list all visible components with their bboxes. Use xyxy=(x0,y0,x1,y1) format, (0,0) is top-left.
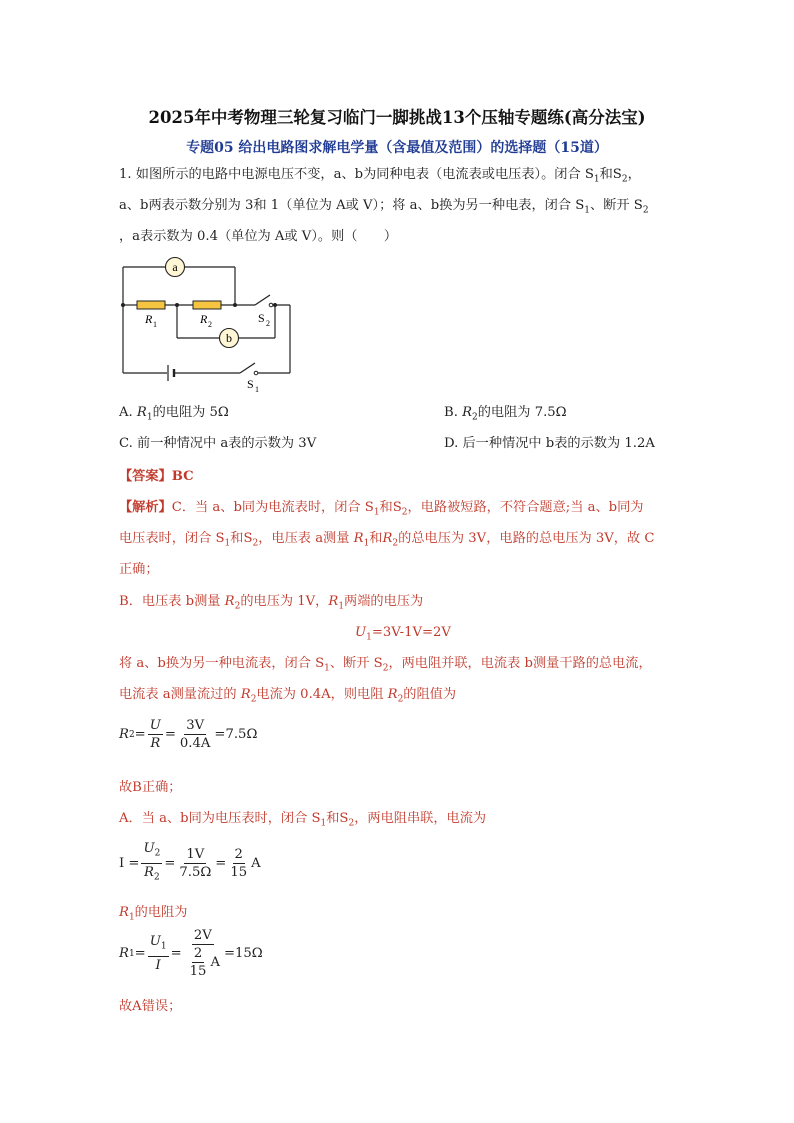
equation-r1: R 1 = $\frac{U_1}{I}$ = 2V $\frac{2}{15}$ A =15Ω xyxy=(119,928,263,979)
analysis-line-10: 故A错误； xyxy=(119,999,182,1014)
analysis-line-7: 故B正确； xyxy=(119,780,182,795)
equation-r2: R 2 = $\frac{U}{R}$ = $\frac{3V}{0.4A}$ =7.5Ω xyxy=(119,718,258,751)
analysis-line-1: 【解析】C．当 a、b同为电流表时，闭合 $S_1$和$S_2$，电路被短路，不符合题意;当 a、b同为 xyxy=(119,500,644,518)
analysis-line-4: B．电压表 b测量 $R_2$的电压为 1V，$R_1$两端的电压为 xyxy=(119,594,424,612)
resistor-r1 xyxy=(137,301,165,309)
analysis-line-2: 电压表时，闭合 $S_1$和$S_2$，电压表 a测量 $R_1$和$R_2$的总电压为 3V，电路的总电压为 3V，故 C xyxy=(119,531,655,549)
resistor-r2 xyxy=(193,301,221,309)
label-s2: S xyxy=(258,311,265,325)
analysis-line-3: 正确； xyxy=(119,562,159,577)
svg-text:1: 1 xyxy=(153,320,157,329)
svg-text:b: b xyxy=(226,331,232,345)
equation-current: I = $\frac{U_2}{R_2}$ = $\frac{1V}{7.5\Omega}$ = $\frac{2}{15}$ A xyxy=(119,841,261,883)
equation-u1: $U_1=3V-1V=2V$ xyxy=(355,625,451,643)
svg-text:2: 2 xyxy=(266,319,270,328)
svg-text:1: 1 xyxy=(255,385,259,394)
option-b[interactable]: B. $R_2$的电阻为 7.5Ω xyxy=(444,405,567,423)
label-r1: R xyxy=(145,312,153,326)
label-s1: S xyxy=(247,377,254,391)
section-subtitle: 专题05 给出电路图求解电学量（含最值及范围）的选择题（15道） xyxy=(186,140,608,156)
question-line-1: 1. 如图所示的电路中电源电压不变，a、b为同种电表（电流表或电压表）。闭合 $S_1$和$S_2$， xyxy=(119,167,641,185)
analysis-line-8: A．当 a、b同为电压表时，闭合 $S_1$和$S_2$，两电阻串联，电流为 xyxy=(119,811,487,829)
question-line-3: ，a表示数为 0.4（单位为 A或 V）。则（ ） xyxy=(119,229,398,244)
svg-text:a: a xyxy=(172,260,178,274)
circuit-diagram xyxy=(115,255,300,395)
analysis-line-5: 将 a、b换为另一种电流表，闭合 $S_1$、断开 $S_2$，两电阻并联，电流表 b测量干路的总电流， xyxy=(119,656,652,674)
page-title: 2025年中考物理三轮复习临门一脚挑战13个压轴专题练(高分法宝) xyxy=(148,108,646,127)
analysis-line-6: 电流表 a测量流过的 $R_2$电流为 0.4A，则电阻 $R_2$的阻值为 xyxy=(119,687,457,705)
option-a[interactable]: A. $R_1$的电阻为 5Ω xyxy=(119,405,229,423)
question-line-2: a、b两表示数分别为 3和 1（单位为 A或 V）；将 a、b换为另一种电表，闭合 $S_1$、断开 $S_2$ xyxy=(119,198,649,216)
analysis-line-9: $R_1$的电阻为 xyxy=(119,905,188,923)
option-c[interactable]: C. 前一种情况中 a表的示数为 3V xyxy=(119,436,317,451)
label-r2: R xyxy=(200,312,208,326)
answer-label: 【答案】BC xyxy=(119,469,194,484)
svg-text:2: 2 xyxy=(208,320,212,329)
option-d[interactable]: D. 后一种情况中 b表的示数为 1.2A xyxy=(444,436,655,451)
